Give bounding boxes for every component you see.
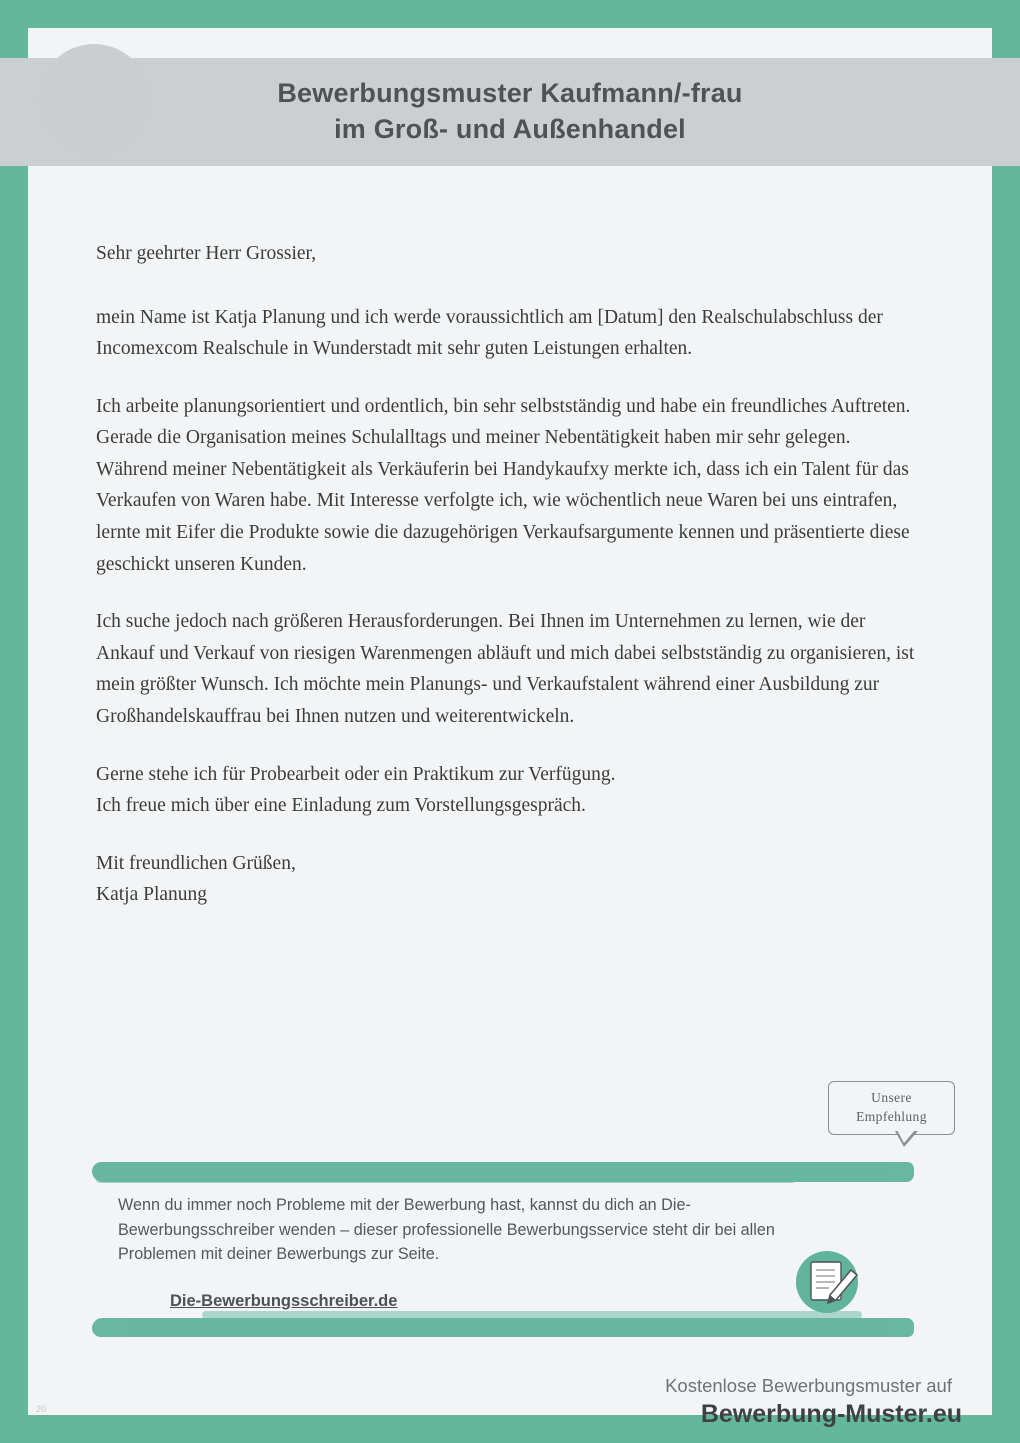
letter-paragraph-3: Während meiner Nebentätigkeit als Verkäuferin bei Handykaufxy merkte ich, dass ich ein Talent für das Verkaufen von Waren habe. Mit Interesse verfolgte ich, wie wöchentlich neue Waren bei uns eintrafen, lernte mit Eifer die Produkte sowie die dazugehörigen Verkaufsargumente kennen und präsentierte diese geschickt unseren Kunden. <box>96 458 910 575</box>
cover-letter-body <box>96 238 916 911</box>
letter-paragraph-1: mein Name ist Katja Planung und ich werde voraussichtlich am [Datum] den Realschulabschluss der Incomexcom Realschule in Wunderstadt mit sehr guten Leistungen erhalten. <box>96 306 883 360</box>
letter-paragraph-4: Ich suche jedoch nach größeren Herausforderungen. Bei Ihnen im Unternehmen zu lernen, wie der Ankauf und Verkauf von riesigen Warenmengen abläuft und mich dabei selbstständig zu organisieren, ist mein größter Wunsch. Ich möchte mein Planungs- und Verkaufstalent während einer Ausbildung zur Großhandelskauffrau bei Ihnen nutzen und weiterentwickeln. <box>96 611 915 727</box>
recommendation-line2: Empfehlung <box>856 1109 927 1125</box>
letter-paragraph-2: Ich arbeite planungsorientiert und ordentlich, bin sehr selbstständig und habe ein freundliches Auftreten. Gerade die Organisation meines Schulalltags und meiner Nebentätigkeit haben mir sehr gelegen. <box>96 395 911 449</box>
footer-brand: Bewerbung-Muster.eu <box>700 1400 962 1428</box>
callout-tail-fill <box>897 1130 915 1143</box>
promo-brush-stroke-top <box>92 1162 914 1182</box>
recommendation-callout-text <box>829 1088 954 1126</box>
page-title-line2: im Groß- und Außenhandel <box>334 113 686 144</box>
recommendation-line1: Unsere <box>871 1090 912 1105</box>
promo-brush-stroke-bottom <box>92 1318 914 1337</box>
page-title-line1: Bewerbungsmuster Kaufmann/-frau <box>277 78 743 108</box>
document-pen-icon <box>790 1243 864 1317</box>
letter-paragraph-5-line2: Ich freue mich über eine Einladung zum Vorstellungsgespräch. <box>96 795 586 817</box>
page-title <box>0 76 1020 147</box>
letter-closing: Mit freundlichen Grüßen, <box>96 852 296 874</box>
recommendation-callout <box>828 1081 955 1135</box>
letter-salutation: Sehr geehrter Herr Grossier, <box>96 243 317 264</box>
promo-link[interactable]: Die-Bewerbungsschreiber.de <box>170 1292 398 1310</box>
footer-tagline: Kostenlose Bewerbungsmuster auf <box>665 1375 952 1396</box>
promo-text: Wenn du immer noch Probleme mit der Bewerbung hast, kannst du dich an Die-Bewerbungsschreiber wenden – dieser professionelle Bewerbungsservice steht dir bei allen Problemen mit deiner Bewerbungs zur Seite. <box>118 1196 775 1264</box>
letter-paragraph-5-line1: Gerne stehe ich für Probearbeit oder ein Praktikum zur Verfügung. <box>96 763 616 785</box>
page-number: 20 <box>36 1404 47 1414</box>
letter-signature: Katja Planung <box>96 884 208 906</box>
